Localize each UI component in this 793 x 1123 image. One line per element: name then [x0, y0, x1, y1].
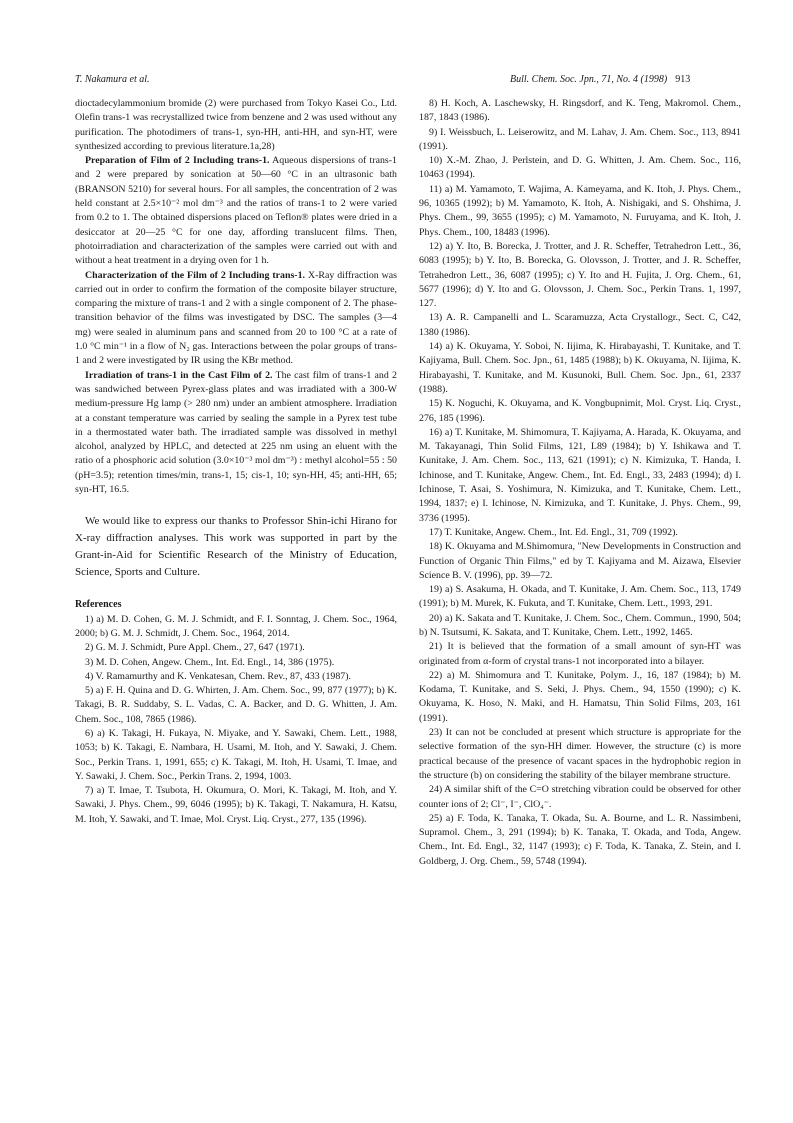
characterization-text: X-Ray diffraction was carried out in order to confirm the formation of the composite bilayer structure, comparing the mixture of trans-1 and 2 with a single component of 2. The phase-transition behavior of the films was investigated by DSC. The samples (3—4 mg) were sealed in aluminum pans and scanned from 20 to 100 °C at a rate of 1.0 °C min⁻¹ in a flow of N₂ gas. Interactions between the polar groups of trans-1 and 2 were investigated by IR using the KBr method. — [75, 269, 397, 367]
reference-item: 25) a) F. Toda, K. Tanaka, T. Okada, Su. A. Bourne, and L. R. Nassimbeni, Supramol. Chem., 3, 291 (1994); b) K. Tanaka, T. Okada, and Toda, Angew. Chem., Int. Ed. Engl., 32, 1147 (1993); c) F. Toda, K. Tanaka, Z. Stein, and I. Goldberg, J. Org. Chem., 59, 5748 (1994). — [419, 812, 741, 867]
reference-item: 21) It is believed that the formation of a small amount of syn-HT was originated from α-form of crystal trans-1 not incorporated into a bilayer. — [419, 641, 741, 667]
reference-item: 22) a) M. Shimomura and T. Kunitake, Polym. J., 16, 187 (1984); b) M. Kodama, T. Kunitake, and S. Seki, J. Phys. Chem., 94, 1550 (1990); c) K. Okuyama, K. Hoso, N. Maki, and H. Hamatsu, Thin Solid Films, 203, 161 (1991). — [419, 669, 741, 724]
preparation-text: Aqueous dispersions of trans-1 and 2 were prepared by sonication at 50—60 °C in an ultrasonic bath (BRANSON 5210) for several hours. For all samples, the concentration of 2 was held constant at 2.5×10⁻² mol dm⁻³ and the ratios of trans-1 to 2 were varied from 0.2 to 1. The obtained dispersions placed on Teflon® plates were dried in a desiccator at 20—25 °C for one day, affording translucent films. Then, photoirradiation and characterization of the samples were carried out with and without a heat treatment in a drying oven for 1 h. — [75, 155, 397, 267]
reference-item: 9) I. Weissbuch, L. Leiserowitz, and M. Lahav, J. Am. Chem. Soc., 113, 8941 (1991). — [419, 126, 741, 152]
reference-item: 16) a) T. Kunitake, M. Shimomura, T. Kajiyama, A. Harada, K. Okuyama, and M. Takayanagi, Thin Solid Films, 121, L89 (1984); b) Y. Ishikawa and T. Kunitake, J. Am. Chem. Soc., 113, 621 (1991); c) N. Kimizuka, T. Handa, I. Ichinose, and T. Kunitake, Angew. Chem., Int. Ed. Engl., 33, 2483 (1994); d) I. Ichinose, T. Asai, S. Yoshimura, N. Kimizuka, and T. Kunitake, Chem. Lett., 1994, 1837; e) I. Ichinose, N. Kimizuka, and T. Kunitake, J. Phys. Chem., 99, 3736 (1995). — [419, 426, 741, 524]
reference-item: 2) G. M. J. Schmidt, Pure Appl. Chem., 27, 647 (1971). — [85, 642, 305, 654]
reference-item: 6) a) K. Takagi, H. Fukaya, N. Miyake, and Y. Sawaki, Chem. Lett., 1988, 1053; b) K. Takagi, E. Nambara, H. Usami, M. Itoh, and Y. Sawaki, J. Chem. Soc., Perkin Trans. 1, 1991, 655; c) K. Takagi, M. Itoh, H. Usami, T. Imae, and Y. Sawaki, J. Chem. Soc., Perkin Trans. 2, 1994, 1003. — [75, 727, 397, 782]
reference-item: 3) M. D. Cohen, Angew. Chem., Int. Ed. Engl., 14, 386 (1975). — [85, 656, 335, 668]
journal-citation: Bull. Chem. Soc. Jpn., 71, No. 4 (1998) — [510, 74, 668, 85]
references-heading: References — [75, 599, 122, 611]
reference-item: 4) V. Ramamurthy and K. Venkatesan, Chem. Rev., 87, 433 (1987). — [85, 670, 351, 682]
running-header-journal — [510, 74, 690, 85]
reference-item: 11) a) M. Yamamoto, T. Wajima, A. Kameyama, and K. Itoh, J. Phys. Chem., 96, 10365 (1992); b) M. Yamamoto, K. Itoh, A. Nishigaki, and S. Ohshima, J. Phys. Chem., 99, 3655 (1995); c) M. Yamamoto, N. Furuyama, and K. Itoh, J. Phys. Chem., 100, 18483 (1996). — [419, 183, 741, 238]
right-column — [419, 97, 741, 869]
running-header-authors: T. Nakamura et al. — [75, 74, 150, 85]
reference-item: 10) X.-M. Zhao, J. Perlstein, and D. G. Whitten, J. Am. Chem. Soc., 116, 10463 (1994). — [419, 155, 741, 181]
reference-item: 17) T. Kunitake, Angew. Chem., Int. Ed. Engl., 31, 709 (1992). — [429, 526, 678, 538]
reference-item: 13) A. R. Campanelli and L. Scaramuzza, Acta Crystallogr., Sect. C, C42, 1380 (1986). — [419, 312, 741, 338]
reference-item: 15) K. Noguchi, K. Okuyama, and K. Vongbupnimit, Mol. Cryst. Liq. Cryst., 276, 185 (1996). — [419, 398, 741, 424]
reference-item: 19) a) S. Asakuma, H. Okada, and T. Kunitake, J. Am. Chem. Soc., 113, 1749 (1991); b) M. Murek, K. Fukuta, and T. Kunitake, Chem. Lett., 1993, 291. — [419, 584, 741, 610]
irradiation-section — [75, 369, 397, 498]
reference-item: 1) a) M. D. Cohen, G. M. J. Schmidt, and F. I. Sonntag, J. Chem. Soc., 1964, 2000; b) G. M. J. Schmidt, J. Chem. Soc., 1964, 2014. — [75, 613, 397, 639]
reference-item: 24) A similar shift of the C=O stretching vibration could be observed for other counter ions of 2; Cl⁻, I⁻, ClO₄⁻. — [419, 784, 741, 810]
reference-item: 23) It can not be concluded at present which structure is appropriate for the selective formation of the syn-HH dimer. However, the structure (c) is more practical because of the presence of vacant spaces in the hydrophobic region in the structure (b) on considering the stability of the bilayer membrane structure. — [419, 727, 741, 781]
left-column — [75, 97, 397, 827]
page-number: 913 — [675, 74, 691, 85]
reference-item: 18) K. Okuyama and M.Shimomura, "New Developments in Construction and Function of Organic Thin Films," ed by T. Kajiyama and M. Aizawa, Elsevier Science B. V. (1996), pp. 39—72. — [419, 541, 741, 581]
characterization-section — [75, 269, 397, 369]
characterization-heading: Characterization of the Film of 2 Including trans-1. — [85, 269, 305, 281]
preparation-heading: Preparation of Film of 2 Including trans-1. — [85, 155, 270, 167]
reference-item: 8) H. Koch, A. Laschewsky, H. Ringsdorf, and K. Teng, Makromol. Chem., 187, 1843 (1986). — [419, 98, 741, 124]
intro-paragraph: dioctadecylammonium bromide (2) were purchased from Tokyo Kasei Co., Ltd. Olefin trans-1 was recrystallized twice from benzene and 2 was used without any purification. The photodimers of trans-1, syn-HH, anti-HH, and syn-HT, were synthesized according to previous literature.1a,28) — [75, 98, 397, 152]
irradiation-heading: Irradiation of trans-1 in the Cast Film of 2. — [85, 369, 273, 381]
reference-item: 7) a) T. Imae, T. Tsubota, H. Okumura, O. Mori, K. Takagi, M. Itoh, and Y. Sawaki, J. Phys. Chem., 99, 6046 (1995); b) K. Takagi, T. Nakamura, H. Katsu, M. Itoh, Y. Sawaki, and T. Imae, Mol. Cryst. Liq. Cryst., 277, 135 (1996). — [75, 785, 397, 825]
reference-item: 20) a) K. Sakata and T. Kunitake, J. Chem. Soc., Chem. Commun., 1990, 504; b) N. Tsutsumi, K. Sakata, and T. Kunitake, Chem. Lett., 1992, 1465. — [419, 612, 741, 638]
reference-item: 5) a) F. H. Quina and D. G. Whirten, J. Am. Chem. Soc., 99, 877 (1977); b) K. Takagi, B. R. Suddaby, S. L. Vadas, C. A. Backer, and D. G. Whitten, J. Am. Chem. Soc., 108, 7865 (1986). — [75, 685, 397, 725]
acknowledgement: We would like to express our thanks to Professor Shin-ichi Hirano for X-ray diffraction analyses. This work was supported in part by the Grant-in-Aid for Scientific Research of the Ministry of Education, Science, Sports and Culture. — [75, 515, 397, 579]
irradiation-text: The cast film of trans-1 and 2 was sandwiched between Pyrex-glass plates and was irradiated with a 300-W medium-pressure Hg lamp (> 280 nm) under an ambient atmosphere. Irradiation at a constant temperature was carried by sealing the sample in a Pyrex test tube in a thermostated water bath. The irradiated sample was dissolved in methyl alcohol, analyzed by HPLC, and detected at 225 nm using an eluent with the ratio of a phosphoric acid solution (3.0×10⁻³ mol dm⁻³) : methyl alcohol=55 : 50 (pH=3.5); retention times/min, trans-1, 15; cis-1, 10; syn-HH, 45; anti-HH, 65; syn-HT, 16.5. — [75, 369, 397, 496]
preparation-section — [75, 154, 397, 268]
reference-item: 14) a) K. Okuyama, Y. Soboi, N. Iijima, K. Hirabayashi, T. Kunitake, and T. Kajiyama, Bull. Chem. Soc. Jpn., 61, 1485 (1988); b) K. Okuyama, N. Iijima, K. Hirabayashi, T. Kunitake, and M. Kusunoki, Bull. Chem. Soc. Jpn., 61, 2337 (1988). — [419, 341, 741, 395]
reference-item: 12) a) Y. Ito, B. Borecka, J. Trotter, and J. R. Scheffer, Tetrahedron Lett., 36, 6083 (1995); b) Y. Ito, B. Borecka, G. Olovsson, J. Trotter, and J. R. Scheffer, Tetrahedron Lett., 36, 6087 (1995); c) Y. Ito and H. Fujita, J. Org. Chem., 61, 5677 (1996); d) Y. Ito and G. Olovsson, J. Chem. Soc., Perkin Trans. 1, 1997, 127. — [419, 240, 741, 310]
